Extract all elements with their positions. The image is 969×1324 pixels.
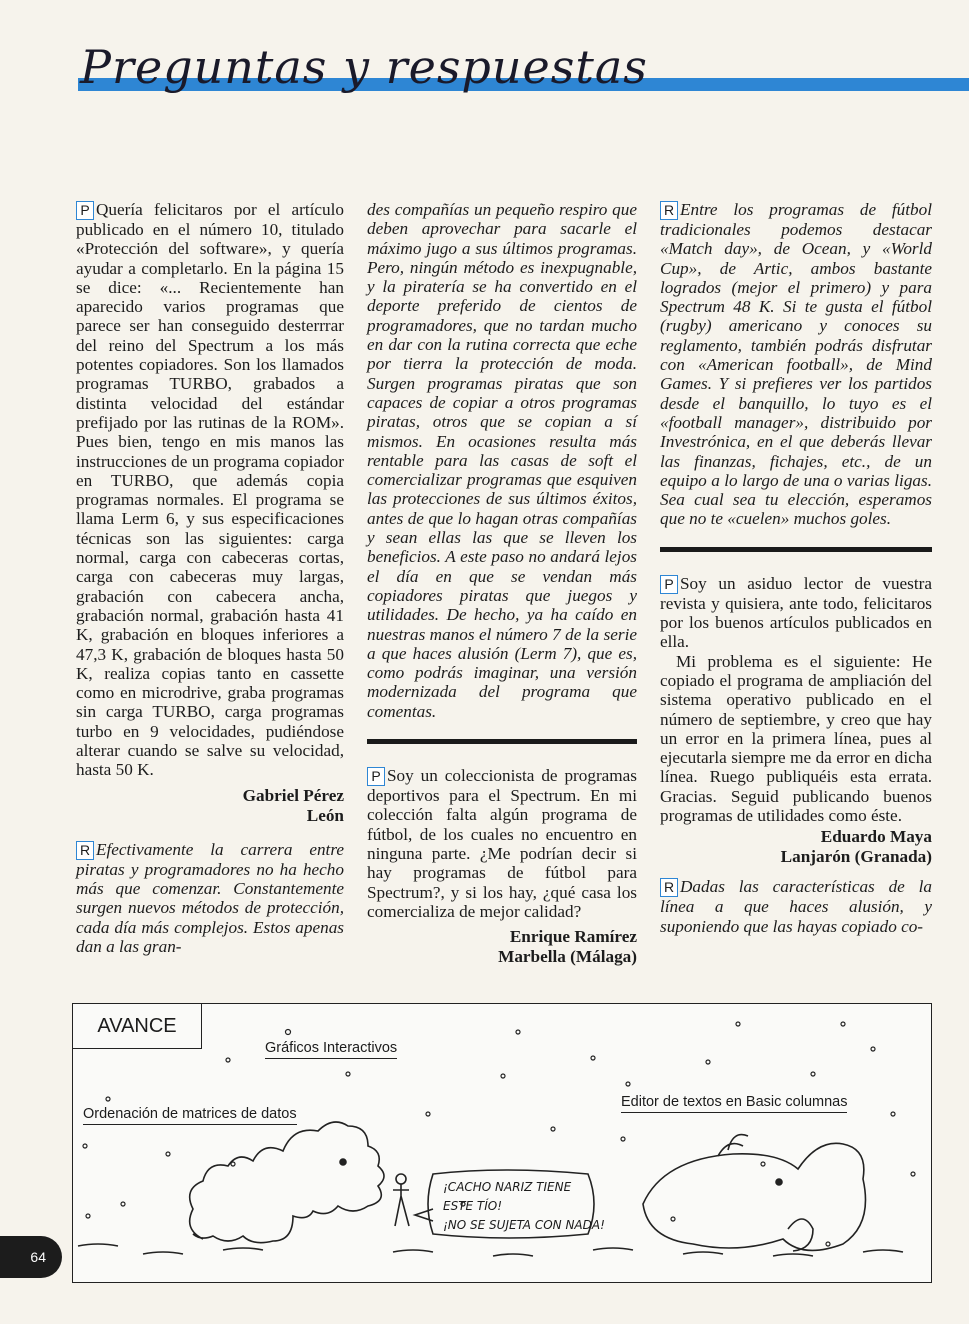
signature (76, 786, 344, 826)
signature-place: León (306, 805, 344, 825)
speech-bubble-text: ¡CACHO NARIZ TIENE ESTE TÍO! ¡NO SE SUJETA CON NADA! (443, 1180, 605, 1232)
answer-tag: R (660, 201, 678, 220)
column-2 (367, 200, 637, 967)
preview-item-graficos: Gráficos Interactivos (265, 1040, 397, 1059)
tiny-person (393, 1184, 409, 1226)
section-divider (660, 547, 932, 552)
question-tag: P (76, 201, 94, 220)
comic-drawing (73, 1004, 929, 1280)
page-number: 64 (0, 1236, 62, 1278)
question-tag: P (367, 767, 385, 786)
answer-text: Entre los programas de fútbol tradicionales podemos destacar «Match day», de Ocean, y «World Cup», de Artic, ambos bastante logrados (mejor el primero) y para Spectrum 48 K. Si te gusta el fútbol (rugby) americano y conoces su reglamento, también podrás disfrutar con «American football», de Mind Games. Y si prefieres ver los partidos desde el banquillo, lo tuyo es el «football manager», distribuido por Investrónica, en el que deberás llevar las finanzas, fichajes, etc., de un equipo a lo largo de una o varias ligas. Sea cual sea tu elección, esperamos que no te «cuelen» muchos goles. (660, 200, 932, 529)
answer-text-continued: des compañías un pequeño respiro que deben aprovechar para sacarle el máximo jugo a sus últimos programas. Pero, ningún método es inexpugnable, y la piratería se ha convertido en el deporte preferido de cientos de programadores, que no tardan mucho en dar con la rutina correcta que eche por tierra la protección de moda. Surgen programas piratas que son capaces de copiar a otros programas piratas, otros que se copian a sí mismos. En ocasiones resulta más rentable para las casas de soft el comercializar programas que esquiven las protecciones de sus últimos éxitos, antes de que lo hagan otras compañías y sean ellas las que se lleven los beneficios. A este paso no andará lejos el día en que se vendan más copiadores piratas que juegos y utilidades. De hecho, ya ha caído en nuestras manos el número 7 de la serie a que haces alusión (Lerm 7), que es, como podrás imaginar, una versión modernizada del programa que comentas. (367, 200, 637, 721)
column-3 (660, 200, 932, 936)
signature-name: Gabriel Pérez (242, 785, 344, 805)
signature (660, 827, 932, 867)
section-divider (367, 739, 637, 744)
question-text: Soy un asiduo lector de vuestra revista y quisiera, ante todo, felicitaros por los buenos artículos publicados en ella. (660, 573, 932, 652)
fluffy-creature (190, 1122, 384, 1243)
preview-comic-box (72, 1003, 932, 1283)
answer-tag: R (76, 841, 94, 860)
avance-label: AVANCE (73, 1004, 202, 1049)
answer-tag: R (660, 878, 678, 897)
question-tag: P (660, 575, 678, 594)
answer-text: Efectivamente la carrera entre piratas y programadores no ha hecho más que comenzar. Constantemente surgen nuevos métodos de protección, cada día más complejos. Estos apenas dan a las gran- (76, 839, 344, 956)
signature (367, 927, 637, 967)
question-text-2: Mi problema es el siguiente: He copiado el programa de ampliación del sistema operativo publicado en el número de septiembre, y creo que hay un error en la primera línea, pues al ejecutarla siempre me da error en dicha línea. Ruego publiquéis esta errata. Gracias. Seguid publicando buenos programas de utilidades como éste. (660, 651, 932, 826)
preview-item-ordenacion: Ordenación de matrices de datos (83, 1106, 297, 1125)
answer-text: Dadas las características de la línea a que haces alusión, y suponiendo que las hayas copiado co- (660, 877, 932, 936)
signature-name: Enrique Ramírez (509, 927, 637, 947)
page-title: Preguntas y respuestas (80, 40, 648, 94)
big-nose-creature (643, 1143, 866, 1250)
question-text: Soy un coleccionista de programas deportivos para el Spectrum. En mi colección falta algún programa de fútbol, de los cuales no encuentro en ninguna parte. ¿Me podrían decir si hay programas de fútbol para Spectrum?, y si los hay, ¿qué casa los comercializa de mejor calidad? (367, 766, 637, 921)
preview-item-editor: Editor de textos en Basic columnas (621, 1094, 847, 1113)
signature-place: Marbella (Málaga) (498, 947, 637, 967)
signature-place: Lanjarón (Granada) (780, 847, 932, 867)
question-text: Quería felicitaros por el artículo publicado en el número 10, titulado «Protección del software», y quería ayudar a completarlo. En la página 15 se dice: «... Recientemente han aparecido varios programas que parece ser han conseguido desterrrar del reino del Spectrum a los más potentes copiadores. Son los llamados programas TURBO, grabados a distinta velocidad del estándar prefijado por las rutinas de la ROM». Pues bien, tengo en mis manos las instrucciones de un programa copiador en TURBO, que además copia programas normales. El programa se llama Lerm 6, y sus especificaciones técnicas son las siguientes: carga normal, carga con cabeceras cortas, carga con cabeceras muy largas, grabación con cabecera ancha, grabación normal, grabación hasta 41 K, grabación en bloques inferiores a 47,3 K, grabación de bloques hasta 50 K, realiza copias tanto en cassette como en microdrive, graba programas sin carga TURBO, carga programas turbo en 9 velocidades, pudiéndose alterar cuando se salve su velocidad, hasta 50 K. (76, 200, 344, 780)
column-1 (76, 200, 344, 956)
signature-name: Eduardo Maya (820, 827, 932, 847)
